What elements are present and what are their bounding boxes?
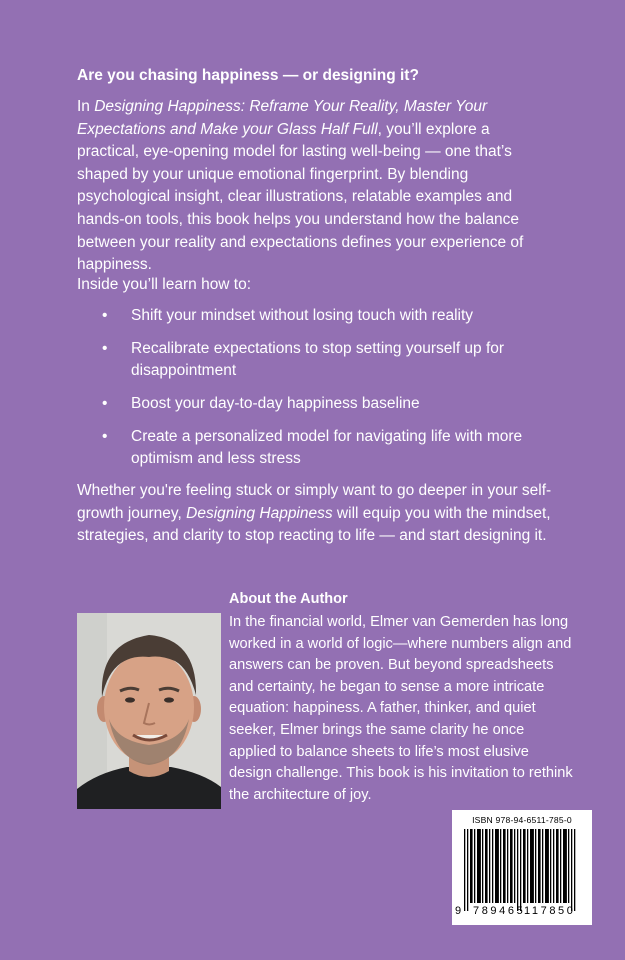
headline: Are you chasing happiness — or designing it? [77, 67, 419, 84]
closing-book-title: Designing Happiness [186, 504, 333, 522]
bullet-icon: • [102, 340, 108, 357]
about-author-heading: About the Author [229, 591, 348, 607]
barcode-digits-right: 117850 [524, 905, 576, 917]
intro-prefix: In [77, 98, 95, 115]
list-item-text: Recalibrate expectations to stop setting yourself up for disappointment [131, 340, 505, 379]
list-item-text: Boost your day-to-day happiness baseline [131, 395, 420, 412]
intro-paragraph [77, 96, 552, 277]
isbn-label: ISBN 978-94-6511-785-0 [472, 815, 572, 825]
author-bio: In the financial world, Elmer van Gemerden has long worked in a world of logic—where numbers align and answers can be proven. But beyond spreadsheets and certainty, he began to sense a more intricate equation: happiness. A father, thinker, and quiet seeker, Elmer brings the same clarity he once applied to balance sheets to life’s most elusive design challenge. This book is his invitation to rethink the architecture of joy. [229, 614, 573, 803]
bullet-icon: • [102, 395, 108, 412]
book-title: Designing Happiness: Reframe Your Reality, Master Your Expectations and Make your Glass Half Full [77, 98, 488, 138]
list-item [77, 426, 552, 470]
list-item-text: Create a personalized model for navigating life with more optimism and less stress [131, 428, 523, 467]
barcode-digits-left: 789465 [473, 905, 526, 917]
closing-paragraph [77, 480, 552, 548]
list-item [77, 393, 552, 415]
learn-lead: Inside you’ll learn how to: [77, 276, 252, 293]
isbn-barcode [452, 810, 592, 925]
barcode-bars-icon [460, 829, 584, 911]
author-photo [77, 613, 221, 809]
list-item-text: Shift your mindset without losing touch with reality [131, 307, 474, 324]
list-item [77, 338, 552, 382]
bullet-icon: • [102, 307, 108, 324]
intro-body: , you’ll explore a practical, eye-opening model for lasting well-being — one that’s shaped by your unique emotional fingerprint. By blending psychological insight, clear illustrations, relatable examples and hands-on tools, this book helps you understand how the balance between your reality and expectations defines your experience of happiness. [77, 120, 524, 274]
closing-after: will equip you with the mindset, strategies, and clarity to stop reacting to life — and start designing it. [77, 504, 551, 545]
learn-list [77, 305, 552, 481]
author-portrait-icon [77, 613, 221, 809]
bullet-icon: • [102, 428, 108, 445]
closing-before: Whether you're feeling stuck or simply want to go deeper in your self-growth journey, [77, 482, 552, 522]
barcode-digit-first: 9 [455, 905, 462, 917]
list-item [77, 305, 552, 327]
